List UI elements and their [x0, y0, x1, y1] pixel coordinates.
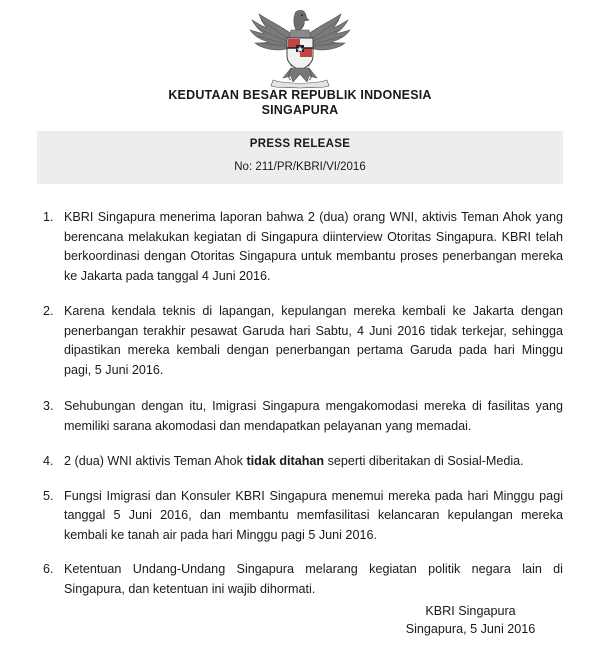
list-item [37, 397, 563, 436]
list-item-number: 4. [43, 454, 54, 468]
embassy-name: KEDUTAAN BESAR REPUBLIK INDONESIA [168, 88, 432, 102]
list-item [37, 302, 563, 380]
press-release-number: No: 211/PR/KBRI/VI/2016 [234, 161, 366, 173]
list-item-text-after: seperti diberitakan di Sosial-Media. [324, 454, 524, 468]
list-item [37, 452, 563, 472]
list-item-number: 1. [43, 210, 54, 224]
list-item-text: Ketentuan Undang-Undang Singapura melarang kegiatan politik negara lain di Singapura, dan ketentuan ini wajib dihormati. [64, 562, 563, 596]
press-release-title: PRESS RELEASE [249, 138, 351, 150]
list-item-number: 2. [43, 304, 54, 318]
signature-org: KBRI Singapura [425, 604, 516, 618]
garuda-pancasila-emblem-icon [247, 8, 353, 90]
signature-block [380, 602, 561, 638]
list-item-text: Sehubungan dengan itu, Imigrasi Singapura mengakomodasi mereka di fasilitas yang memiliki sarana akomodasi dan mendapatkan pelayanan yang memadai. [64, 399, 563, 433]
embassy-city: SINGAPURA [261, 103, 339, 117]
list-item-number: 5. [43, 488, 54, 503]
signature-place-date: Singapura, 5 Juni 2016 [405, 622, 536, 636]
list-item-text: Fungsi Imigrasi dan Konsuler KBRI Singapura menemui mereka pada hari Minggu pagi tanggal 5 Juni 2016, dan membantu memfasilitasi kelancaran kepulangan mereka kembali ke tanah air pada hari Minggu pagi 5 Juni 2016. [64, 488, 563, 542]
list-item-number: 6. [43, 562, 54, 576]
list-item-number: 3. [43, 399, 54, 413]
list-item [37, 208, 563, 286]
press-release-items [37, 208, 563, 599]
list-item [37, 487, 563, 546]
list-item-text-bold: tidak ditahan [246, 454, 325, 468]
list-item-text-before: 2 (dua) WNI aktivis Teman Ahok [64, 454, 247, 468]
list-item-text: KBRI Singapura menerima laporan bahwa 2 (dua) orang WNI, aktivis Teman Ahok yang berencana melakukan kegiatan di Singapura diinterview Otoritas Singapura. KBRI telah berkoordinasi dengan Otoritas Singapura untuk membantu proses penerbangan mereka ke Jakarta pada tanggal 4 Juni 2016. [64, 210, 563, 283]
list-item [37, 560, 563, 599]
list-item-text: Karena kendala teknis di lapangan, kepulangan mereka kembali ke Jakarta dengan penerbangan terakhir pesawat Garuda hari Sabtu, 4 Juni 2016 tidak terkejar, sehingga dipastikan mereka kembali dengan penerbangan pertama Garuda pada hari Minggu pagi, 5 Juni 2016. [64, 304, 563, 377]
